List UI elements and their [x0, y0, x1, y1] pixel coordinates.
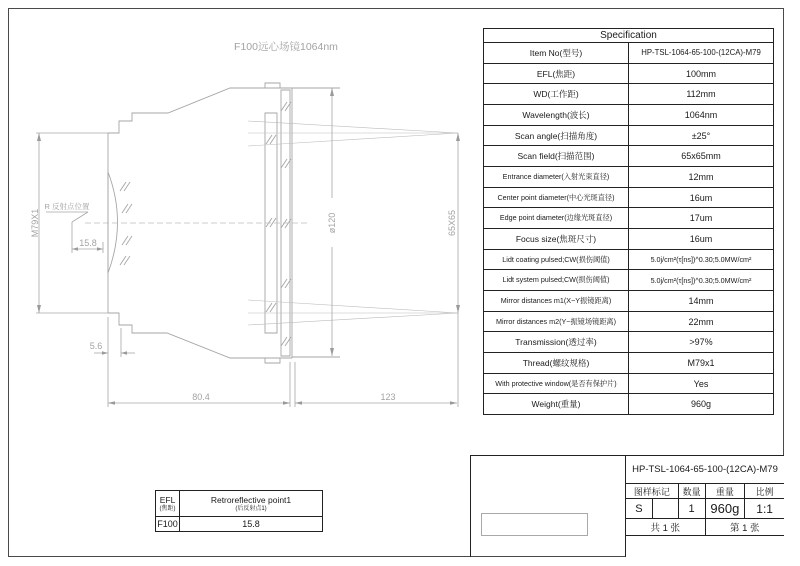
spec-row-lidt-coating: Lidt coating pulsed;CW(损伤阈值) 5.0j/cm²(τ[ns])^0.30;5.0MW/cm² — [484, 250, 773, 271]
signature-box — [481, 513, 588, 536]
value-drawing-mark: S — [626, 499, 653, 518]
front-lens-surface — [108, 172, 118, 273]
dim-15-8-label: 15.8 — [79, 238, 97, 248]
reflect-point-label: R 反射点位置 — [44, 202, 90, 211]
title-block — [625, 455, 784, 557]
spec-row-mirror-distance-m1: Mirror distances m1(X~Y振镜距离) 14mm — [484, 291, 773, 312]
header-scale: 比例 — [755, 486, 774, 497]
barrel-profile-bottom — [108, 313, 262, 358]
header-drawing-mark: 图样标记 — [626, 484, 679, 498]
dia-120-label: ø120 — [327, 212, 337, 234]
spec-row-mirror-distance-m2: Mirror distances m2(Y~振镜场镜距离) 22mm — [484, 312, 773, 333]
header-quantity: 数量 — [679, 484, 706, 498]
value-scale: 1:1 — [756, 501, 773, 516]
value-drawing-mark-2 — [653, 499, 679, 518]
scan-field-label: 65X65 — [447, 209, 457, 237]
retro-point-value: 15.8 — [242, 519, 260, 529]
drawing-title: F100远心场镜1064nm — [234, 41, 338, 53]
spec-row-weight: Weight(重量) 960g — [484, 394, 773, 414]
spec-row-lidt-system: Lidt system pulsed;CW(损伤阈值) 5.0j/cm²(τ[ns])^0.30;5.0MW/cm² — [484, 270, 773, 291]
spec-row-entrance-diameter: Entrance diameter(入射光束直径) 12mm — [484, 167, 773, 188]
spec-row-focus-size: Focus size(焦斑尺寸) 16um — [484, 229, 773, 250]
spec-row-thread: Thread(螺纹规格) M79x1 — [484, 353, 773, 374]
sheet-number: 第 1 张 — [729, 523, 760, 534]
value-weight: 960g — [706, 499, 746, 518]
dim-123-label: 123 — [380, 392, 396, 402]
retro-point-col-header: Retroreflective point1 — [210, 494, 292, 505]
value-quantity: 1 — [679, 499, 706, 518]
dim-5-6-label: 5.6 — [89, 341, 103, 351]
thread-dimension-label: M79X1 — [30, 208, 40, 238]
spec-row-transmission: Transmission(透过率) >97% — [484, 332, 773, 353]
spec-row-efl: EFL(焦距) 100mm — [484, 64, 773, 85]
efl-col-header: EFL — [159, 494, 176, 505]
specification-table — [483, 28, 774, 415]
dimension-arrowheads — [37, 88, 460, 405]
spec-table-title: Specification — [484, 29, 773, 43]
spec-row-protective-window: With protective window(是否有保护片) Yes — [484, 374, 773, 395]
spec-row-center-point-diameter: Center point diameter(中心光斑直径) 16um — [484, 188, 773, 209]
barrel-profile-top — [108, 88, 262, 133]
spec-row-scan-field: Scan field(扫描范围) 65x65mm — [484, 146, 773, 167]
dim-80-4-label: 80.4 — [192, 392, 210, 402]
title-block-part-number: HP-TSL-1064-65-100-(12CA)-M79 — [626, 456, 784, 484]
spec-row-wavelength: Wavelength(波长) 1064nm — [484, 105, 773, 126]
spec-row-wd: WD(工作距) 112mm — [484, 84, 773, 105]
header-weight: 重量 — [706, 484, 746, 498]
title-block-left-section — [470, 455, 625, 557]
spec-row-item-no: Item No(型号) HP-TSL-1064-65-100-(12CA)-M79 — [484, 43, 773, 64]
sheets-total: 共 1 张 — [626, 519, 706, 535]
efl-value: F100 — [156, 517, 180, 531]
spec-row-edge-point-diameter: Edge point diameter(边缘光斑直径) 17um — [484, 208, 773, 229]
efl-retroreflective-table: EFL (焦距) Retroreflective point1 (后反射点1) F100 15.8 — [155, 490, 323, 532]
spec-row-scan-angle: Scan angle(扫描角度) ±25° — [484, 126, 773, 147]
